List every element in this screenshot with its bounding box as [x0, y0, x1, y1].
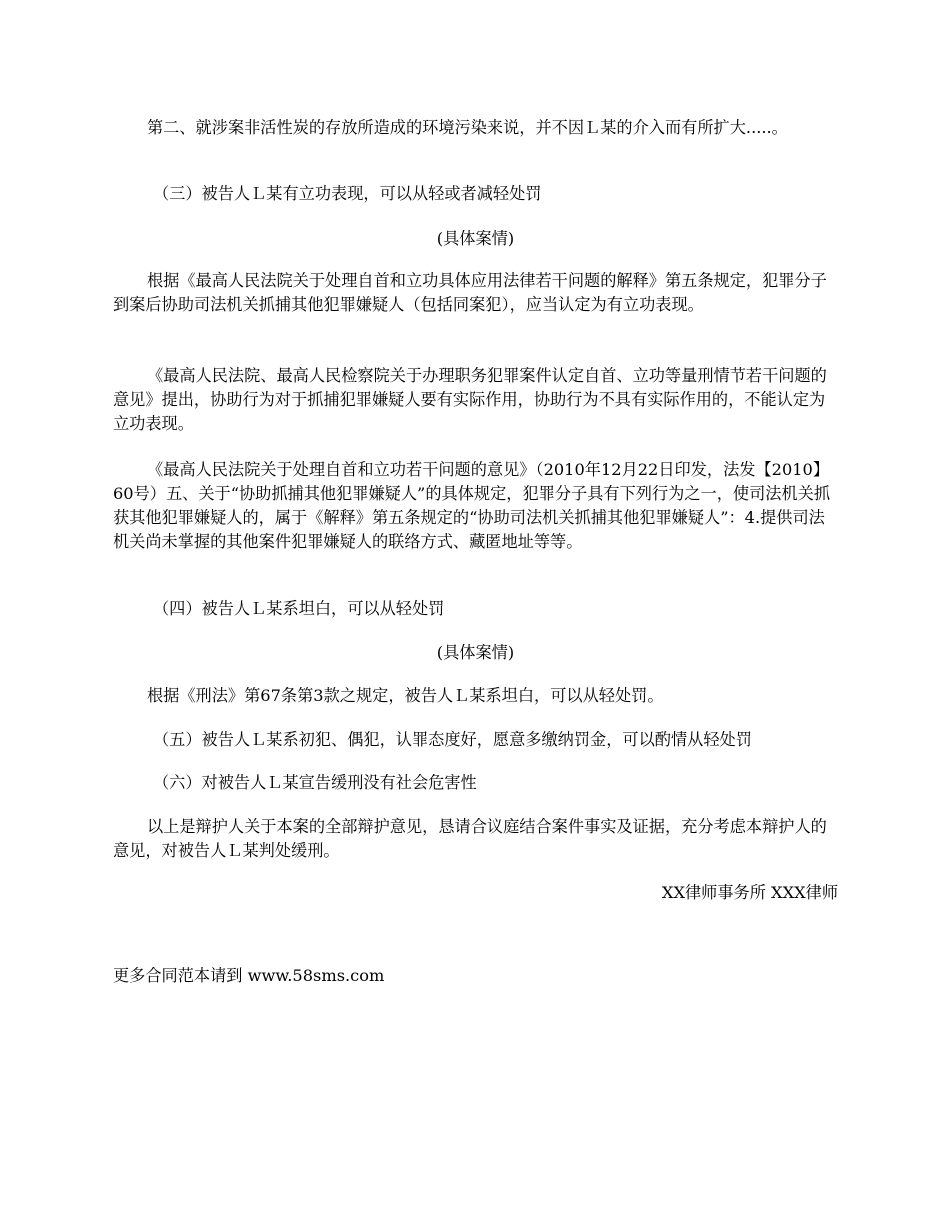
signature-line: XX律师事务所 XXX律师 — [661, 883, 838, 902]
heading-probation: （六）对被告人Ｌ某宣告缓刑没有社会危害性 — [153, 773, 477, 792]
heading-first-offender: （五）被告人Ｌ某系初犯、偶犯，认罪态度好，愿意多缴纳罚金，可以酌情从轻处罚 — [153, 730, 752, 749]
paragraph-opinion-duty-crimes: 《最高人民法院、最高人民检察院关于办理职务犯罪案件认定自首、立功等量刑情节若干问题的意见》提出，协助行为对于抓捕犯罪嫌疑人要有实际作用，协助行为不具有实际作用的，不能认定为立功表现。 — [113, 366, 827, 433]
heading-confession: （四）被告人Ｌ某系坦白，可以从轻处罚 — [153, 599, 445, 618]
case-details-placeholder-2: (具体案情) — [436, 643, 515, 662]
heading-meritorious-service: （三）被告人Ｌ某有立功表现，可以从轻或者减轻处罚 — [153, 184, 542, 203]
case-details-placeholder-1: (具体案情) — [436, 229, 515, 248]
footer-link-text: 更多合同范本请到 www.58sms.com — [113, 966, 385, 985]
paragraph-conclusion: 以上是辩护人关于本案的全部辩护意见，恳请合议庭结合案件事实及证据，充分考虑本辩护人的意见，对被告人Ｌ某判处缓刑。 — [113, 817, 827, 860]
paragraph-opinion-2010: 《最高人民法院关于处理自首和立功若干问题的意见》（2010年12月22日印发，法发【2010】60号）五、关于“协助抓捕其他犯罪嫌疑人”的具体规定，犯罪分子具有下列行为之一，使司法机关抓获其他犯罪嫌疑人的，属于《解释》第五条规定的“协助司法机关抓捕其他犯罪嫌疑人”：4.提供司法机关尚未掌握的其他案件犯罪嫌疑人的联络方式、藏匿地址等等。 — [113, 460, 831, 551]
paragraph-environmental: 第二、就涉案非活性炭的存放所造成的环境污染来说，并不因Ｌ某的介入而有所扩大.....。 — [147, 118, 788, 137]
paragraph-interpretation-article5: 根据《最高人民法院关于处理自首和立功具体应用法律若干问题的解释》第五条规定，犯罪分子到案后协助司法机关抓捕其他犯罪嫌疑人（包括同案犯），应当认定为有立功表现。 — [113, 271, 827, 314]
paragraph-criminal-law-67: 根据《刑法》第67条第3款之规定，被告人Ｌ某系坦白，可以从轻处罚。 — [147, 686, 664, 705]
